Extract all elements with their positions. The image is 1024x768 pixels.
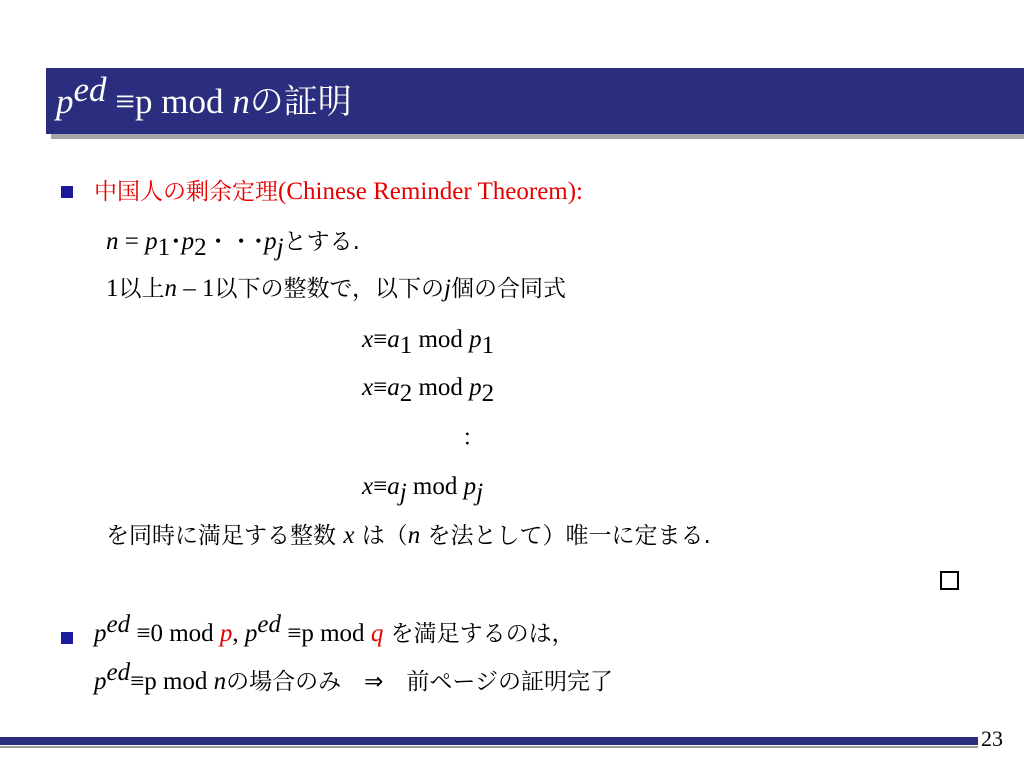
title-jp: の証明 [249, 82, 352, 122]
crt-heading [94, 176, 583, 208]
footer-rule-shadow [0, 746, 978, 748]
bullet-square-icon [61, 632, 73, 644]
title-sup: ed [73, 69, 107, 109]
crt-heading-en: (Chinese Reminder Theorem): [278, 178, 584, 205]
line-uniqueness: を同時に満足する整数 x は（n を法として）唯一に定まる. [106, 522, 711, 549]
title-equiv: ≡p [115, 82, 153, 121]
vertical-dots: ： [462, 425, 485, 451]
qed-box-icon [940, 571, 959, 590]
congruence-1: $x\equiv a_1$ mod $p_1$ [362, 326, 495, 359]
line-range: 1以上n – 1以下の整数で，以下のj個の合同式 [106, 275, 566, 302]
congruence-2: $x\equiv a_2$ mod $p_2$ [362, 374, 495, 407]
crt-heading-jp: 中国人の剰余定理 [94, 179, 278, 205]
title-mod: mod [152, 82, 233, 121]
bullet-square-icon [61, 186, 73, 198]
title-p: p [56, 82, 74, 121]
bullet2-text: $p^{ed} \equiv 0$ mod p, $p^{ed} \equiv p$ mod q を満足するのは， [94, 611, 575, 647]
line-conclusion: $p^{ed}\equiv p$ mod nの場合のみ ⇒ 前ページの証明完了 [94, 659, 613, 695]
congruence-j: $x\equiv a_j$ mod $p_j$ [362, 473, 484, 506]
title-n: n [232, 82, 250, 121]
line-n-definition: $n = p_1$･$p_2$・・･$p_j$とする. [106, 228, 360, 261]
footer-rule [0, 737, 978, 745]
slide-title [56, 69, 352, 128]
page-number: 23 [981, 726, 1003, 751]
